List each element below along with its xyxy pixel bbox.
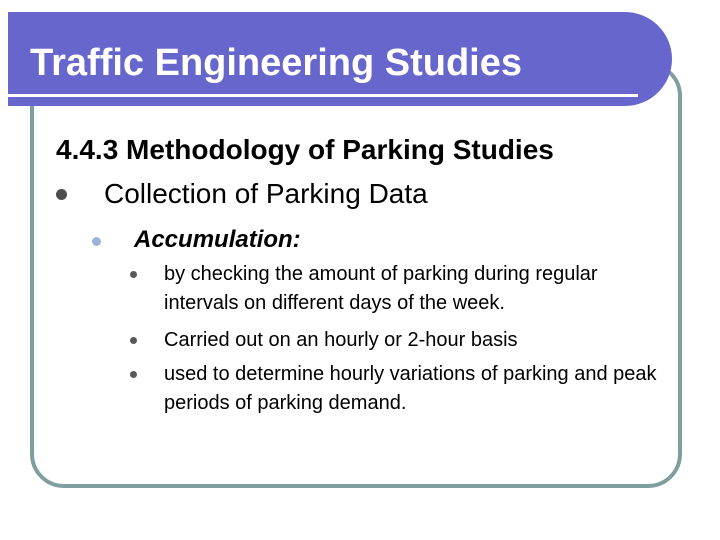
slide-title: Traffic Engineering Studies (30, 42, 522, 84)
bullet-level1-text: Collection of Parking Data (104, 178, 428, 209)
bullet-dot-icon (56, 189, 67, 200)
bullet-level3-text: Carried out on an hourly or 2-hour basis (164, 329, 518, 351)
title-banner (8, 12, 672, 106)
banner-divider (8, 94, 638, 97)
bullet-level2-text: Accumulation: (134, 226, 301, 253)
bullet-level3-text: by checking the amount of parking during regular intervals on different days of the week. (164, 263, 598, 314)
bullet-dot-icon (92, 237, 101, 246)
section-heading: 4.4.3 Methodology of Parking Studies (56, 134, 554, 165)
bullet-dot-icon (130, 371, 137, 378)
bullet-dot-icon (130, 271, 137, 278)
bullet-dot-icon (130, 337, 137, 344)
bullet-level3-text: used to determine hourly variations of parking and peak periods of parking demand. (164, 363, 657, 414)
